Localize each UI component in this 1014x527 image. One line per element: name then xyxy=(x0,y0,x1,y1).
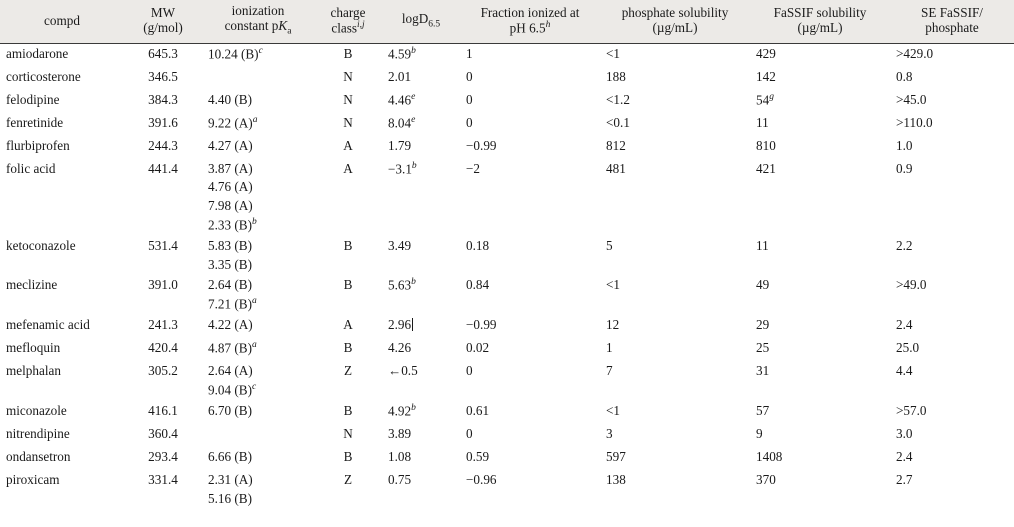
cell-charge-class: B xyxy=(343,449,353,465)
cell-phosphate-solubility: 5 xyxy=(606,237,613,253)
cell-compd: miconazole xyxy=(6,403,67,419)
cell-fassif-solubility: 9 xyxy=(756,426,763,442)
table-row[interactable] xyxy=(0,113,1014,136)
cell-pka: 2.64 (B) 7.21 $(B)^a$ xyxy=(208,277,257,312)
cell-charge-class: N xyxy=(343,68,353,84)
column-header-se-ratio: SE FaSSIF/ phosphate xyxy=(890,0,1014,43)
cell-pka: 4.87 $(B)^a$ xyxy=(208,340,257,356)
cell-pka xyxy=(202,67,314,90)
table-row[interactable] xyxy=(0,67,1014,90)
cell-compd: folic acid xyxy=(6,160,56,176)
cell-phosphate-solubility: 3 xyxy=(606,426,613,442)
cell-fraction-ionized: 1 xyxy=(466,45,473,61)
cell-compd: meclizine xyxy=(6,277,58,293)
cell-mw: 645.3 xyxy=(148,45,178,61)
table-row[interactable] xyxy=(0,470,1014,509)
cell-charge-class: A xyxy=(343,137,353,153)
cell-phosphate-solubility: 7 xyxy=(606,363,613,379)
cell-charge-class: B xyxy=(343,340,353,356)
cell-fassif-solubility: 11 xyxy=(756,237,769,253)
cell-logd: 3.49 xyxy=(388,237,412,253)
cell-pka: 9.22 $(A)^a$ xyxy=(208,114,258,130)
cell-mw: 531.4 xyxy=(148,237,178,253)
cell-fraction-ionized: 0 xyxy=(466,114,473,130)
cell-phosphate-solubility: <1 xyxy=(606,277,621,293)
table-row[interactable] xyxy=(0,136,1014,159)
column-header-logd: logD$_{6.5}$ xyxy=(382,0,460,43)
cell-logd: 0.75 xyxy=(388,472,412,488)
cell-pka: 4.22 (A) xyxy=(208,317,253,333)
cell-logd: −3.1$^b$ xyxy=(388,160,417,176)
cell-fraction-ionized: −0.96 xyxy=(466,472,497,488)
cell-fraction-ionized: 0.02 xyxy=(466,340,490,356)
cell-logd: 4.46e xyxy=(388,91,416,107)
cell-fassif-solubility: 429 xyxy=(756,45,776,61)
cell-fraction-ionized: 0 xyxy=(466,363,473,379)
table-row[interactable] xyxy=(0,401,1014,424)
cell-fraction-ionized: 0.18 xyxy=(466,237,490,253)
table-row[interactable] xyxy=(0,315,1014,338)
cell-charge-class: N xyxy=(343,91,353,107)
cell-fassif-solubility: 31 xyxy=(756,363,770,379)
table-row[interactable] xyxy=(0,275,1014,315)
cell-fassif-solubility: 25 xyxy=(756,340,770,356)
cell-mw: 241.3 xyxy=(148,317,178,333)
cell-charge-class: Z xyxy=(343,363,353,379)
cell-fassif-solubility: 142 xyxy=(756,68,776,84)
table-body xyxy=(0,43,1014,509)
cell-charge-class: N xyxy=(343,114,353,130)
cell-pka: 4.40 (B) xyxy=(208,91,252,107)
cell-pka: 6.70 (B) xyxy=(208,403,252,419)
cell-se-ratio: 1.0 xyxy=(896,137,913,153)
header-row xyxy=(0,0,1014,43)
cell-phosphate-solubility: <1 xyxy=(606,45,621,61)
cell-fraction-ionized: −2 xyxy=(466,160,481,176)
cell-pka: 4.27 (A) xyxy=(208,137,253,153)
cell-pka: 10.24 $(B)^c$ xyxy=(208,45,263,61)
cell-pka: 3.87 (A) 4.76 (A) 7.98 (A) 2.33 $(B)^b$ xyxy=(208,160,257,233)
cell-fassif-solubility: 29 xyxy=(756,317,770,333)
cell-fraction-ionized: 0.84 xyxy=(466,277,490,293)
cell-se-ratio: 2.2 xyxy=(896,237,913,253)
column-header-fraction-ionized: Fraction ionized at pH 6.5$^h$ xyxy=(460,0,600,43)
cell-pka xyxy=(202,424,314,447)
cell-logd: 2.01 xyxy=(388,68,412,84)
cell-pka: 2.64 (A) 9.04 $(B)^c$ xyxy=(208,363,257,398)
cell-se-ratio: 25.0 xyxy=(896,340,920,356)
cell-charge-class: B xyxy=(343,45,353,61)
column-header-mw: MW (g/mol) xyxy=(124,0,202,43)
cell-logd: 5.63$^b$ xyxy=(388,277,416,293)
cell-phosphate-solubility: 188 xyxy=(606,68,626,84)
cell-fassif-solubility: 11 xyxy=(756,114,769,130)
table-row[interactable] xyxy=(0,236,1014,275)
cell-phosphate-solubility: <1.2 xyxy=(606,91,630,107)
cell-fraction-ionized: 0 xyxy=(466,91,473,107)
cell-phosphate-solubility: 1 xyxy=(606,340,613,356)
cell-se-ratio: 4.4 xyxy=(896,363,913,379)
cell-se-ratio: >45.0 xyxy=(896,91,927,107)
cell-charge-class: Z xyxy=(343,472,353,488)
cell-compd: corticosterone xyxy=(6,68,81,84)
cell-phosphate-solubility: 481 xyxy=(606,160,626,176)
cell-fassif-solubility: 1408 xyxy=(756,449,783,465)
cell-fraction-ionized: −0.99 xyxy=(466,137,497,153)
cell-se-ratio: 3.0 xyxy=(896,426,913,442)
cell-compd: fenretinide xyxy=(6,114,64,130)
table-row[interactable] xyxy=(0,43,1014,67)
cell-fraction-ionized: 0.59 xyxy=(466,449,490,465)
cell-compd: ketoconazole xyxy=(6,237,76,253)
cell-logd: 1.08 xyxy=(388,449,412,465)
cell-mw: 384.3 xyxy=(148,91,178,107)
cell-compd: felodipine xyxy=(6,91,60,107)
cell-mw: 244.3 xyxy=(148,137,178,153)
cell-mw: 391.0 xyxy=(148,277,178,293)
cell-charge-class: N xyxy=(343,426,353,442)
cell-charge-class: A xyxy=(343,317,353,333)
table-row[interactable] xyxy=(0,424,1014,447)
cell-phosphate-solubility: <1 xyxy=(606,403,621,419)
cell-mw: 305.2 xyxy=(148,363,178,379)
cell-phosphate-solubility: 812 xyxy=(606,137,626,153)
table-header xyxy=(0,0,1014,43)
cell-phosphate-solubility: <0.1 xyxy=(606,114,630,130)
cell-compd: amiodarone xyxy=(6,45,69,61)
cell-se-ratio: >49.0 xyxy=(896,277,927,293)
cell-pka: 6.66 (B) xyxy=(208,449,252,465)
cell-logd: 8.04e xyxy=(388,114,416,130)
cell-compd: flurbiprofen xyxy=(6,137,70,153)
cell-logd: 2.96 xyxy=(388,317,412,333)
table-row[interactable] xyxy=(0,90,1014,113)
cell-logd: 4.92$^b$ xyxy=(388,403,416,419)
column-header-charge-class: charge class$^{i,j}$ xyxy=(314,0,382,43)
cell-fraction-ionized: 0.61 xyxy=(466,403,490,419)
cell-fassif-solubility: 810 xyxy=(756,137,776,153)
cell-fassif-solubility: 54$^g$ xyxy=(756,91,774,107)
cell-mw: 360.4 xyxy=(148,426,178,442)
cell-se-ratio: 2.4 xyxy=(896,317,913,333)
cell-fraction-ionized: 0 xyxy=(466,426,473,442)
cell-mw: 346.5 xyxy=(148,68,178,84)
column-header-pka: ionization constant $pK_a$ xyxy=(202,0,314,43)
cell-compd: piroxicam xyxy=(6,472,60,488)
cell-mw: 420.4 xyxy=(148,340,178,356)
table-row[interactable] xyxy=(0,361,1014,401)
cell-compd: nitrendipine xyxy=(6,426,70,442)
table-row[interactable] xyxy=(0,159,1014,236)
column-header-phosphate-solubility: phosphate solubility (µg/mL) xyxy=(600,0,750,43)
cell-se-ratio: >429.0 xyxy=(896,45,934,61)
cell-logd: ←0.5 xyxy=(388,363,418,379)
cell-charge-class: A xyxy=(343,160,353,176)
cell-phosphate-solubility: 597 xyxy=(606,449,626,465)
cell-phosphate-solubility: 12 xyxy=(606,317,620,333)
cell-fassif-solubility: 57 xyxy=(756,403,770,419)
cell-logd: 4.59$^b$ xyxy=(388,45,416,61)
cell-mw: 293.4 xyxy=(148,449,178,465)
cell-pka: 5.83 (B) 3.35 (B) xyxy=(208,237,252,272)
cell-phosphate-solubility: 138 xyxy=(606,472,626,488)
cell-fassif-solubility: 49 xyxy=(756,277,770,293)
cell-fassif-solubility: 370 xyxy=(756,472,776,488)
cell-mw: 441.4 xyxy=(148,160,178,176)
table-row[interactable] xyxy=(0,338,1014,361)
column-header-compd: compd xyxy=(0,0,124,43)
table-row[interactable] xyxy=(0,447,1014,470)
cell-compd: ondansetron xyxy=(6,449,71,465)
cell-mw: 416.1 xyxy=(148,403,178,419)
cell-charge-class: B xyxy=(343,403,353,419)
cell-se-ratio: 2.4 xyxy=(896,449,913,465)
column-header-fassif-solubility: FaSSIF solubility (µg/mL) xyxy=(750,0,890,43)
cell-compd: mefloquin xyxy=(6,340,61,356)
cell-fraction-ionized: 0 xyxy=(466,68,473,84)
cell-logd: 4.26 xyxy=(388,340,412,356)
cell-se-ratio: 0.9 xyxy=(896,160,913,176)
cell-compd: mefenamic acid xyxy=(6,317,90,333)
cell-fassif-solubility: 421 xyxy=(756,160,776,176)
cell-mw: 391.6 xyxy=(148,114,178,130)
cell-logd: 1.79 xyxy=(388,137,412,153)
cell-se-ratio: 0.8 xyxy=(896,68,913,84)
cell-se-ratio: >110.0 xyxy=(896,114,933,130)
cell-pka: 2.31 (A) 5.16 (B) xyxy=(208,472,253,506)
cell-charge-class: B xyxy=(343,237,353,253)
cell-fraction-ionized: −0.99 xyxy=(466,317,497,333)
cell-logd: 3.89 xyxy=(388,426,412,442)
cell-se-ratio: >57.0 xyxy=(896,403,927,419)
cell-charge-class: B xyxy=(343,277,353,293)
cell-compd: melphalan xyxy=(6,363,61,379)
cell-mw: 331.4 xyxy=(148,472,178,488)
cell-se-ratio: 2.7 xyxy=(896,472,913,488)
